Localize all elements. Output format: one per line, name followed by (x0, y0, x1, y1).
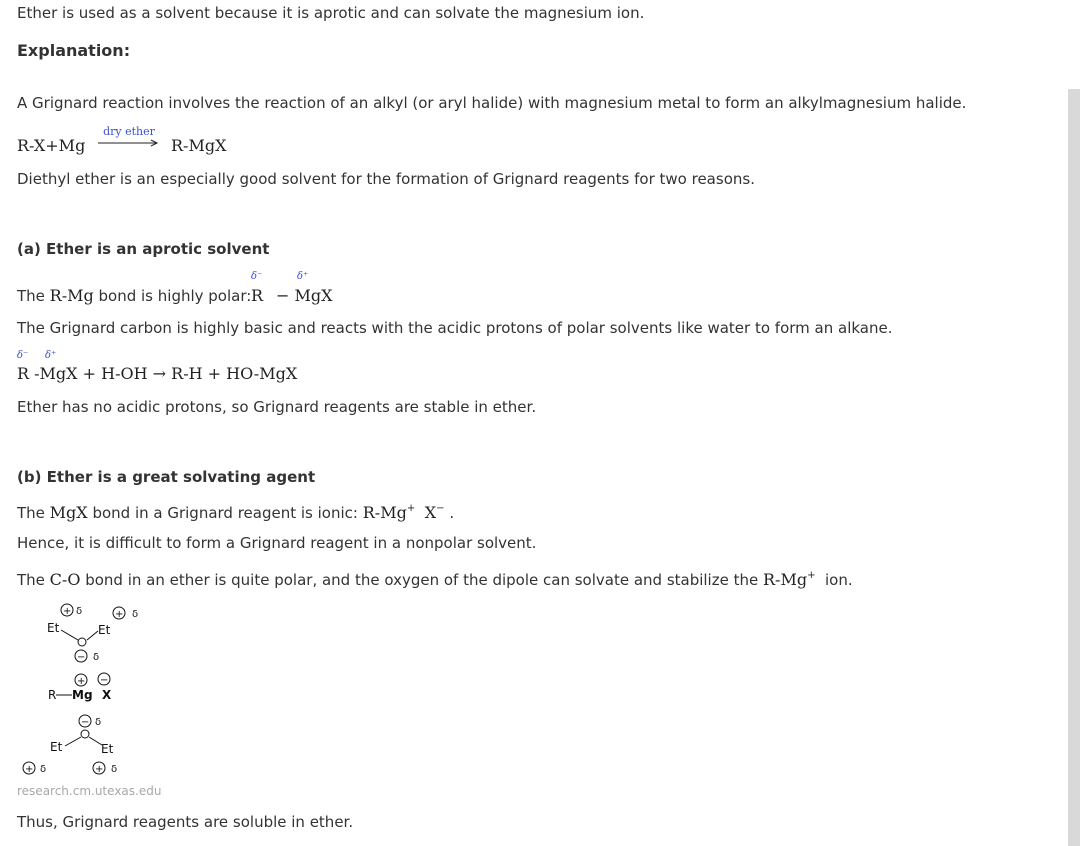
intro-text: A Grignard reaction involves the reaction of an alkyl (or aryl halide) with magnesium metal to form an alkylmagnesium halide. (17, 94, 967, 112)
ionic-prefix: The (17, 504, 50, 522)
conclusion-text: Thus, Grignard reagents are soluble in ether. (17, 813, 354, 831)
delta-symbol: δ (111, 764, 118, 775)
x-label: X (102, 688, 112, 702)
minus-sign: − (77, 652, 86, 663)
et-label: Et (101, 742, 114, 756)
plus-sign: + (115, 609, 124, 620)
plus-sign: + (95, 764, 104, 775)
polar-formula-rest: − MgX (276, 286, 333, 305)
equation-reactants: R-X+Mg (17, 136, 86, 155)
oxygen-atom (78, 638, 86, 646)
polar-bond: R-Mg (49, 286, 94, 305)
polar-prefix: The (17, 287, 50, 305)
ionic-minus: − (436, 503, 445, 514)
delta-symbol: δ (95, 717, 102, 728)
delta-symbol: δ (76, 606, 83, 617)
et-label: Et (50, 740, 63, 754)
delta-minus-label: δ⁻ (251, 271, 263, 282)
minus-sign: − (100, 675, 109, 686)
polar-formula-r: R (251, 286, 264, 305)
co-middle: bond in an ether is quite polar, and the oxygen of the dipole can solvate and stabilize the (80, 571, 763, 589)
co-ion-plus: + (807, 570, 816, 581)
ionic-plus: + (406, 503, 416, 514)
co-bond: C-O (49, 570, 81, 589)
section-b-heading: (b) Ether is a great solvating agent (17, 468, 316, 486)
delta-symbol: δ (93, 652, 100, 663)
co-sentence (17, 567, 853, 589)
co-suffix: ion. (820, 571, 853, 589)
explanation-heading: Explanation: (17, 41, 131, 60)
image-caption: research.cm.utexas.edu (17, 784, 162, 798)
section-a-heading: (a) Ether is an aprotic solvent (17, 240, 270, 258)
ionic-formula-b: X (424, 503, 437, 522)
polar-suffix: bond is highly polar: (93, 287, 252, 305)
co-prefix: The (17, 571, 50, 589)
answer-text: Ether is used as a solvent because it is aprotic and can solvate the magnesium ion. (17, 4, 645, 22)
et-label: Et (98, 623, 111, 637)
plus-sign: + (25, 764, 34, 775)
delta-plus-label: δ⁺ (297, 271, 309, 282)
arrow-condition: dry ether (103, 125, 155, 138)
polar-bond-sentence (17, 287, 251, 305)
plus-sign: + (77, 676, 86, 687)
solvation-diagram (15, 598, 150, 780)
stable-text: Ether has no acidic protons, so Grignard reagents are stable in ether. (17, 398, 537, 416)
ionic-suffix: bond in a Grignard reagent is ionic: (87, 504, 363, 522)
et-label: Et (47, 621, 60, 635)
ionic-end: . (449, 504, 455, 522)
mg-label: Mg (72, 688, 93, 702)
equation2: R -MgX + H-OH → R-H + HO-MgX (17, 364, 298, 383)
minus-sign: − (81, 717, 90, 728)
reasons-intro: Diethyl ether is an especially good solvent for the formation of Grignard reagents for two reasons. (17, 170, 755, 188)
basic-text: The Grignard carbon is highly basic and reacts with the acidic protons of polar solvents like water to form an alkane. (17, 319, 893, 337)
delta-symbol: δ (132, 609, 139, 620)
hence-text: Hence, it is difficult to form a Grignard reagent in a nonpolar solvent. (17, 534, 537, 552)
ionic-formula-a: R-Mg (362, 503, 407, 522)
plus-sign: + (63, 606, 72, 617)
equation-arrow (98, 126, 160, 148)
delta-symbol: δ (40, 764, 47, 775)
co-ion: R-Mg (762, 570, 808, 589)
eq2-delta-plus: δ⁺ (45, 350, 57, 361)
ionic-bond: MgX (49, 503, 88, 522)
ionic-sentence (17, 500, 454, 522)
oxygen-atom (81, 730, 89, 738)
equation-product: R-MgX (171, 136, 227, 155)
r-label: R (48, 688, 57, 702)
eq2-delta-minus: δ⁻ (17, 350, 29, 361)
scrollbar[interactable] (1068, 89, 1080, 846)
long-arrow-icon (98, 138, 160, 148)
